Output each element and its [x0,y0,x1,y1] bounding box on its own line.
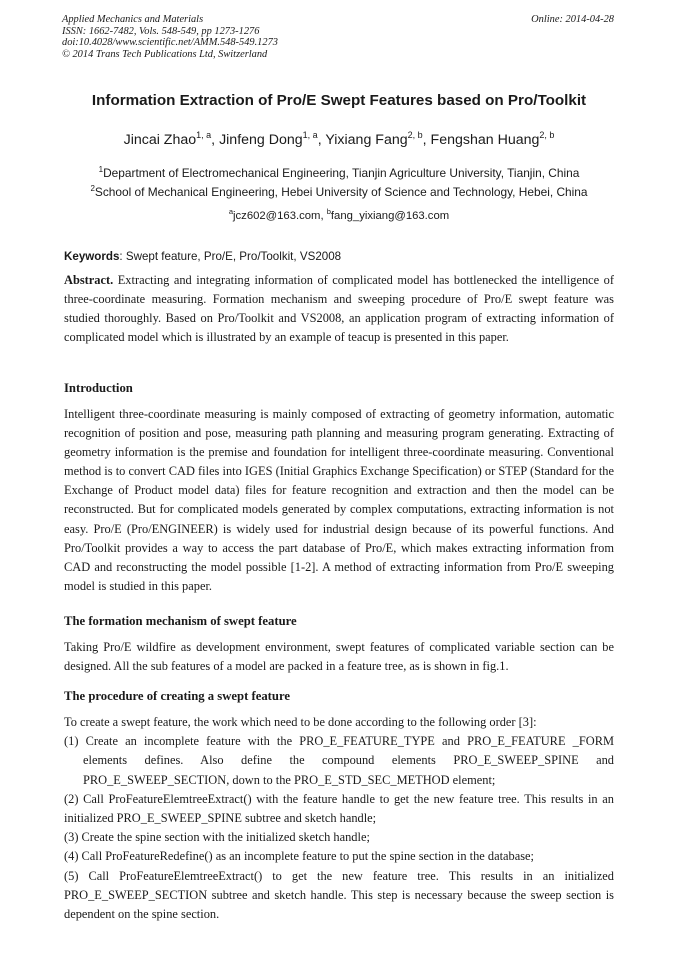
online-date: Online: 2014-04-28 [531,14,614,25]
keywords-text: : Swept feature, Pro/E, Pro/Toolkit, VS2008 [119,250,342,263]
keywords [64,250,614,263]
author-emails: $^a$jcz602@163.com, $^b$fang_yixiang@163.com [228,207,450,222]
list-item: (5) Call ProFeatureElemtreeExtract() to get the new feature tree. This results in an initialized PRO_E_SWEEP_SECTION subtree and sketch handle. This step is necessary because the sweep section is dependent on the spine section. [64,868,614,922]
section-heading-formation: The formation mechanism of swept feature [64,614,297,628]
formation-text: Taking Pro/E wildfire as development environment, swept features of complicated variable section can be designed. All the sub features of a model are packed in a feature tree, as is shown in fig.1. [64,640,614,674]
publication-header [62,14,614,60]
list-item: (1) Create an incomplete feature with the PRO_E_FEATURE_TYPE and PRO_E_FEATURE _FORM elements defines. Also define the compound elements PRO_E_SWEEP_SPINE and PRO_E_SWEEP_SECTION, down to the PRO_E_STD_SEC_METHOD element; [64,734,614,787]
paper-title: Information Extraction of Pro/E Swept Features based on Pro/Toolkit [91,92,587,109]
journal-name: Applied Mechanics and Materials [62,14,204,25]
section-heading-procedure: The procedure of creating a swept feature [64,689,290,703]
abstract [64,271,614,347]
affiliation-1: $^1$Department of Electromechanical Engineering, Tianjin Agriculture University, Tianjin, China [98,165,580,180]
issn-line: ISSN: 1662-7482, Vols. 548-549, pp 1273-1276 [62,25,260,37]
abstract-text: Extracting and integrating information of complicated model has bottlenecked the intelligence of three-coordinate measuring. Formation mechanism and sweeping procedure of Pro/E swept feature was studied thoroughly. Based on Pro/Toolkit and VS2008, an application program of extracting information of complicated model which is illustrated by an example of teacup is presented in this paper. [64,273,614,345]
email-link[interactable]: jcz602@163.com [233,210,321,222]
author: Fengshan Huang$^{2, b}$ [430,130,555,148]
doi-line: doi:10.4028/www.scientific.net/AMM.548-549.1273 [62,37,278,49]
introduction-text: Intelligent three-coordinate measuring is mainly composed of extracting of geometry information, automatic recognition of position and pose, measuring path planning and measuring program generating. Extracting of geometry information is the premise and foundation for intelligent three-coordinate measuring. Conventional method is to convert CAD files into IGES (Initial Graphics Exchange Specification) or STEP (Standard for the Exchange of Product model data) files for feature recognition and extraction and then the model can be reconstructed. But for complicated models generated by complex computations, extracting information is not easy. Pro/E (Pro/ENGINEER) is widely used for industrial design because of its powerful functions. And Pro/Toolkit provides a way to access the part database of Pro/E, which makes extracting information from CAD and reconstructing the model possible [1-2]. A method of extracting information from Pro/E sweeping model is studied in this paper. [64,407,614,593]
abstract-label: Abstract. [64,273,114,287]
author-list [40,132,638,148]
affiliation-2: $^2$School of Mechanical Engineering, Hebei University of Science and Technology, Hebei, China [90,184,588,199]
procedure-list [64,713,614,924]
procedure-intro: To create a swept feature, the work which need to be done according to the following order [3]: [64,715,537,729]
author: Jinfeng Dong$^{1, a}$, [219,130,326,148]
author: Yixiang Fang$^{2, b}$, [325,130,431,148]
list-item: (4) Call ProFeatureRedefine() as an incomplete feature to put the spine section in the database; [64,849,534,864]
list-item: (2) Call ProFeatureElemtreeExtract() with the feature handle to get the new feature tree. This results in an initialized PRO_E_SWEEP_SPINE subtree and sketch handle; [64,791,614,826]
keywords-label: Keywords [64,250,120,263]
email-link[interactable]: fang_yixiang@163.com [330,210,450,222]
list-item: (3) Create the spine section with the initialized sketch handle; [64,830,370,845]
author: Jincai Zhao$^{1, a}$, [123,130,220,148]
copyright-line: © 2014 Trans Tech Publications Ltd, Switzerland [62,48,268,60]
section-heading-introduction: Introduction [64,381,133,395]
